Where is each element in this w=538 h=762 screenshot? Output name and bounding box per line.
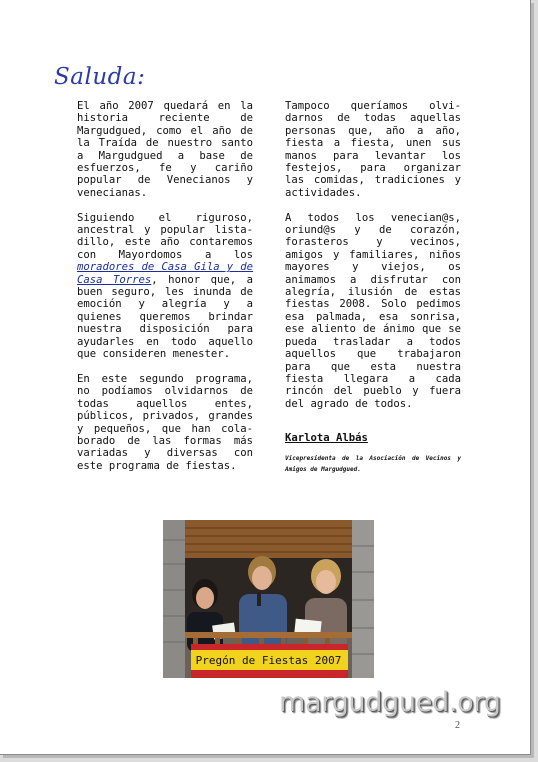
site-watermark: margudgued.org [279,687,501,718]
left-paragraph-2-text-b: , honor que, a buen seguro, les inunda de emoción y alegría y a quienes queremos brindar nuestra disposición para ayudarles en todo aquello que consideren menester. [77,273,253,361]
moradores-link[interactable]: moradores de Casa Gila y de Casa Torres [77,261,253,286]
photo-caption: Pregón de Fiestas 2007 [195,654,342,667]
right-paragraph-1: Tampoco queríamos olvi-darnos de todas aquellas personas que, año a año, fiesta a fiesta, unen sus manos para levantar los festejos, para organizar las comidas, tradiciones y actividades. [285,100,461,199]
right-column [285,100,461,475]
signature-name: Karlota Albás [285,432,368,445]
right-paragraph-2: A todos los venecian@s, oriund@s y de corazón, forasteros y vecinos, amigos y familiares, niños mayores y viejos, os animamos a disfrutar con alegría, ilusión de estas fiestas 2008. Solo pedimos esa palmada, esa sonrisa, ese aliento de ánimo que se pueda trasladar a todos aquellos que trabajaron para que esta nuestra fiesta llegara a cada rincón del pueblo y fuera del agrado de todos. [285,211,461,410]
left-paragraph-2-text-a: Siguiendo el riguroso, ancestral y popular lista-dillo, este año contaremos con Mayordomos a los [77,211,253,261]
signature-role: Vicepresidenta de la Asociación de Vecinos y Amigos de Margudgued. [285,454,461,473]
pregon-photo [163,520,374,678]
page-heading: Saluda: [54,64,146,90]
left-paragraph-3: En este segundo programa, no podíamos olvidarnos de todas aquellos entes, públicos, privados, grandes y pequeños, que han cola-borado de las formas más variadas y diversas con este programa de fiestas. [77,372,253,472]
left-paragraph-2 [77,212,253,361]
left-column [77,100,253,485]
left-paragraph-1: El año 2007 quedará en la historia reciente de Margudgued, como el año de la Traída de nuestro santo a Margudgued a base de esfuerzos, fe y cariño popular de Venecianos y venecianas. [77,100,253,199]
page-number: 2 [455,720,460,731]
